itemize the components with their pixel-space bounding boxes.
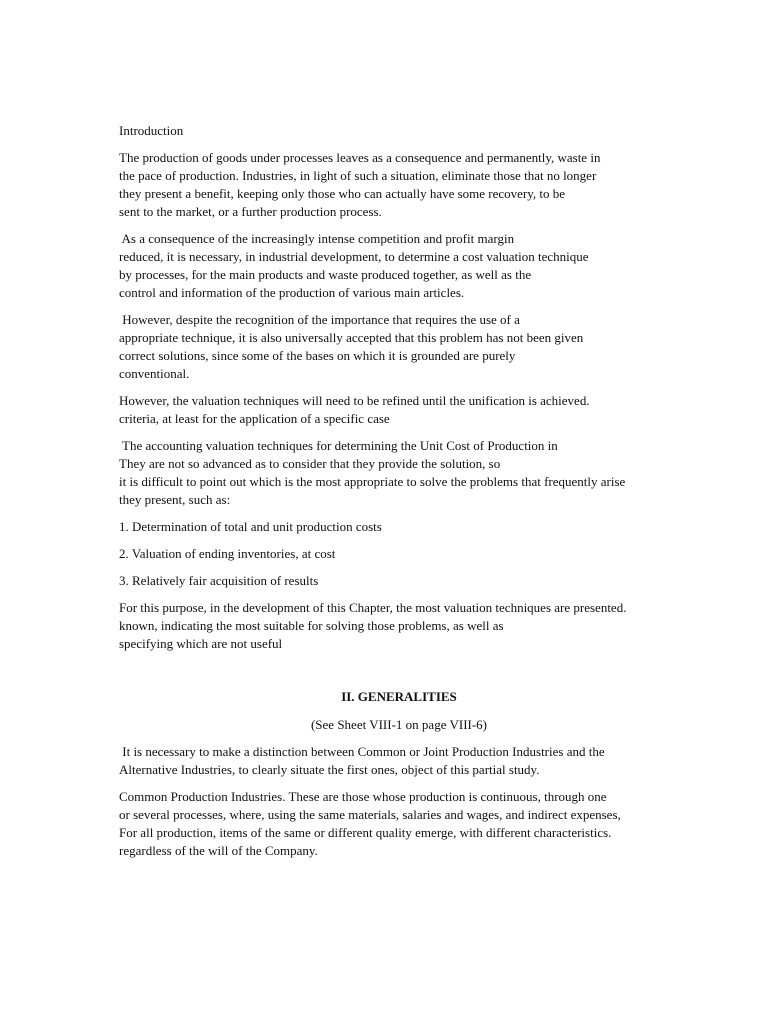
text-line: reduced, it is necessary, in industrial development, to determine a cost valuation technique	[119, 249, 589, 264]
text-line: known, indicating the most suitable for solving those problems, as well as	[119, 618, 504, 633]
paragraph-intro-6	[119, 599, 679, 653]
text-line: the pace of production. Industries, in light of such a situation, eliminate those that no longer	[119, 168, 597, 183]
text-line: control and information of the production of various main articles.	[119, 285, 465, 300]
text-line: As a consequence of the increasingly intense competition and profit margin	[119, 231, 515, 246]
paragraph-intro-2	[119, 230, 679, 302]
text-line: Common Production Industries. These are those whose production is continuous, through one	[119, 789, 607, 804]
list-item: 3. Relatively fair acquisition of results	[119, 573, 319, 588]
generalities-body	[119, 743, 679, 869]
section-title-generalities: II. GENERALITIES	[341, 689, 457, 704]
section-heading-introduction: Introduction	[119, 123, 184, 138]
text-line: The accounting valuation techniques for determining the Unit Cost of Production in	[119, 438, 558, 453]
text-line: For this purpose, in the development of this Chapter, the most valuation techniques are presented.	[119, 600, 627, 615]
text-line: The production of goods under processes leaves as a consequence and permanently, waste in	[119, 150, 601, 165]
text-line: by processes, for the main products and waste produced together, as well as the	[119, 267, 532, 282]
text-line: It is necessary to make a distinction between Common or Joint Production Industries and the	[119, 744, 605, 759]
text-line: criteria, at least for the application of a specific case	[119, 411, 390, 426]
paragraph-intro-4	[119, 392, 679, 428]
text-line: However, despite the recognition of the importance that requires the use of a	[119, 312, 520, 327]
text-line: appropriate technique, it is also universally accepted that this problem has not been given	[119, 330, 584, 345]
text-line: they present a benefit, keeping only those who can actually have some recovery, to be	[119, 186, 566, 201]
paragraph-generalities-2	[119, 788, 679, 860]
text-line: Alternative Industries, to clearly situate the first ones, object of this partial study.	[119, 762, 540, 777]
text-line: However, the valuation techniques will need to be refined until the unification is achieved.	[119, 393, 590, 408]
list-item: 1. Determination of total and unit production costs	[119, 519, 382, 534]
text-line: it is difficult to point out which is the most appropriate to solve the problems that frequently arise	[119, 474, 626, 489]
document-page	[119, 122, 679, 858]
list-item: 2. Valuation of ending inventories, at cost	[119, 546, 336, 561]
text-line: They are not so advanced as to consider that they provide the solution, so	[119, 456, 501, 471]
paragraph-intro-5	[119, 437, 679, 509]
text-line: conventional.	[119, 366, 190, 381]
text-line: sent to the market, or a further production process.	[119, 204, 382, 219]
text-line: correct solutions, since some of the bases on which it is grounded are purely	[119, 348, 516, 363]
text-line: or several processes, where, using the same materials, salaries and wages, and indirect expenses,	[119, 807, 621, 822]
paragraph-intro-3	[119, 311, 679, 383]
paragraph-intro-1	[119, 149, 679, 221]
paragraph-generalities-1	[119, 743, 679, 779]
section-subtitle-sheet-reference: (See Sheet VIII-1 on page VIII-6)	[310, 717, 488, 732]
text-line: For all production, items of the same or different quality emerge, with different characteristics.	[119, 825, 612, 840]
text-line: specifying which are not useful	[119, 636, 283, 651]
text-line: they present, such as:	[119, 492, 231, 507]
text-line: regardless of the will of the Company.	[119, 843, 318, 858]
